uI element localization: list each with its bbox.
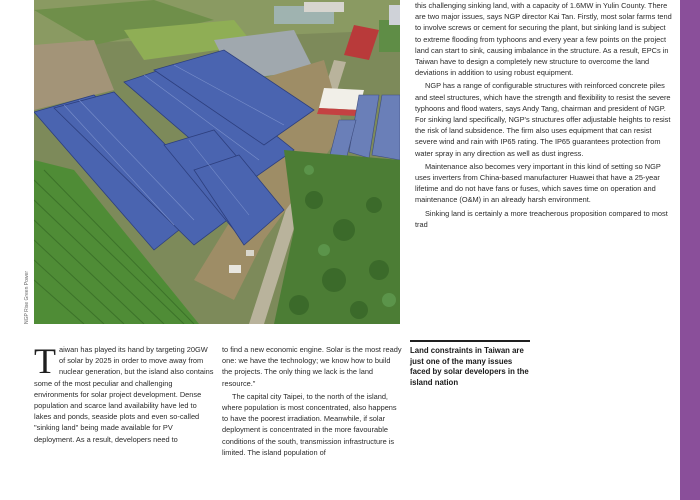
article-right-column [415, 0, 673, 232]
right-col-paragraph-3: Maintenance also becomes very important in this kind of setting so NGP uses inverters from China-based manufacturer Huawei that have a 25-year lifetime and do not have fans or fuses, which saves time on operation and maintenance (O&M) in an already harsh environment. [415, 161, 661, 205]
col-a-text: aiwan has played its hand by targeting 20GW of solar by 2025 in order to move away from nuclear generation, but the island also contains some of the most peculiar and challenging environments for solar project development. Dense population and scarce land availability have led to lakes and ponds, seaside plots and even so-called "sinking land" being made available for PV deployment. As a result, developers need to [34, 345, 214, 444]
col-a-paragraph [34, 341, 214, 445]
aerial-photo-illustration [34, 0, 400, 324]
photo-credit: NGP Rise Green Power [24, 271, 30, 324]
pull-quote: Land constraints in Taiwan are just one of the many issues faced by solar developers in the island nation [410, 340, 530, 388]
col-b-paragraph-1: to find a new economic engine. Solar is the most ready one: we have the technology; we know how to build the projects. The only thing we lack is the land resource." [222, 345, 402, 388]
article-column-b [222, 344, 402, 460]
right-col-paragraph-2: NGP has a range of configurable structures with reinforced concrete piles and steel structures, which have the strength and flexibility to resist the severe typhoons and flood waters, says Andy Tang, chairman and president of NGP. For sinking land specifically, NGP's structures offer adjustable heights to resist the risk of land subsidence. The firm also uses equipment that can resist severe wind and rain with IP65 rating. The IP65 guarantees protection from water spray in any direction as well as dust ingress. [415, 81, 671, 158]
right-col-paragraph-1: this challenging sinking land, with a capacity of 1.6MW in Yulin County. There are two major issues, says NGP director Kai Tan. Firstly, most solar farms tend to involve screws or cement for securing the plant, but sinking land is subject to extreme flooding from typhoons and every year a few points on the project land can start to sink, causing imbalance in the structure. As a result, EPCs in Taiwan have to design a completely new structure to overcome the land deviations in addition to using robust equipment. [415, 1, 672, 78]
drop-cap: T [34, 341, 56, 381]
right-col-paragraph-4: Sinking land is certainly a more treacherous proposition compared to most trad [415, 208, 668, 229]
page-edge-strip [680, 0, 700, 500]
article-column-a [34, 341, 214, 447]
aerial-solar-photo [34, 0, 400, 324]
col-b-paragraph-2: The capital city Taipei, to the north of the island, where population is most concentrated, also happens to have the poorest irradiation. Meanwhile, if solar deployment is concentrated in the more favourable conditions of the south, transmission infrastructure is limited. The island population of [222, 391, 397, 457]
